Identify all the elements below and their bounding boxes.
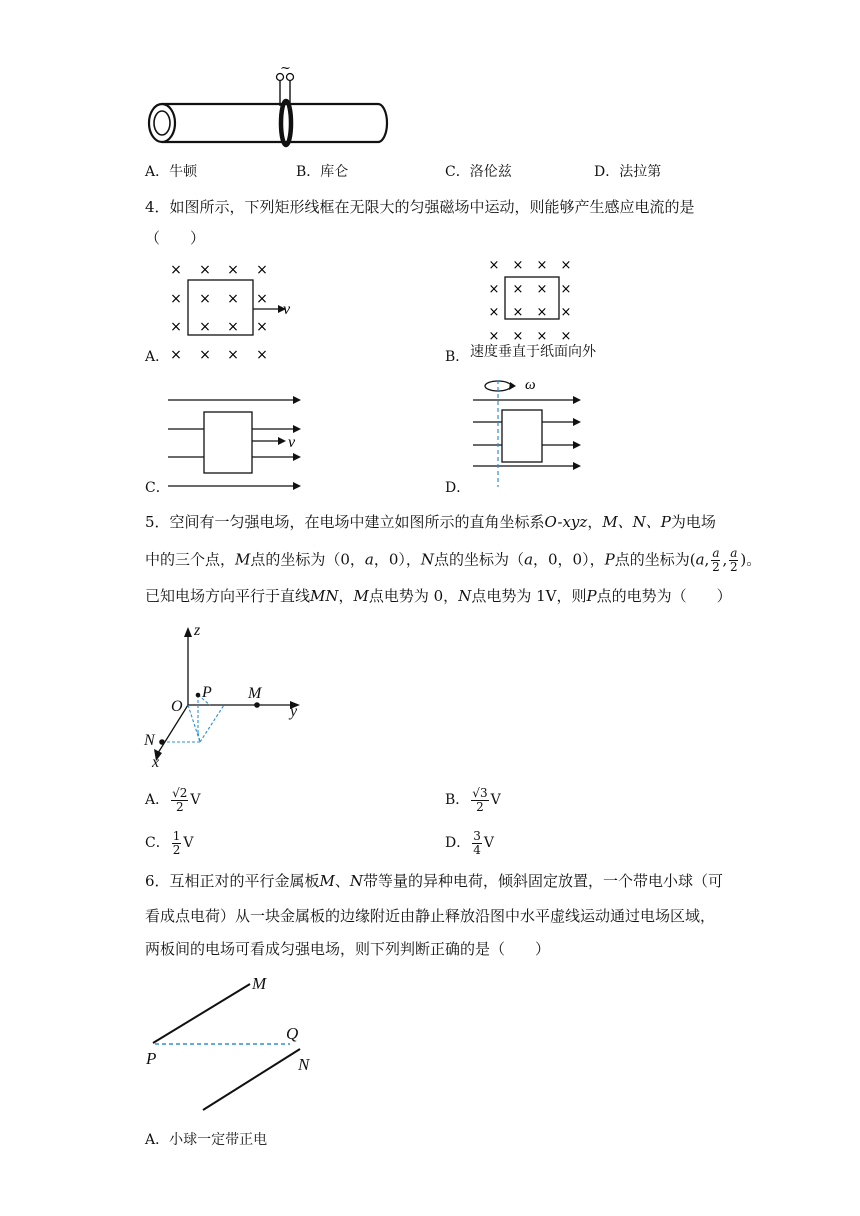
q5-line3: 已知电场方向平行于直线MN，M点电势为 0，N点电势为 1V，则P点的电势为（ ） [145, 587, 732, 605]
option-letter: C． [445, 164, 470, 180]
q6-line2: 看成点电荷）从一块金属板的边缘附近由静止释放沿图中水平虚线运动通过电场区域， [145, 907, 716, 925]
field-cross: × [560, 282, 572, 297]
field-cross: × [199, 319, 211, 335]
field-cross: × [488, 305, 500, 320]
option-text: 法拉第 [619, 164, 662, 180]
svg-text:M: M [248, 685, 262, 702]
svg-text:M: M [252, 974, 267, 993]
q6-option-a[interactable]: A．小球一定带正电 [145, 1132, 268, 1148]
q5-coordinate-figure [140, 615, 320, 770]
field-cross: × [512, 258, 524, 273]
omega-label: ω [525, 377, 536, 393]
svg-text:P: P [146, 1049, 157, 1068]
q3-option-c[interactable] [445, 163, 512, 181]
field-cross: × [227, 319, 239, 335]
q3-option-d[interactable] [594, 163, 661, 181]
q6-line1: 6．互相正对的平行金属板M、N带等量的异种电荷，倾斜固定放置，一个带电小球（可 [145, 872, 724, 890]
field-cross: × [512, 282, 524, 297]
field-cross: × [256, 262, 268, 278]
q6-line3: 两板间的电场可看成匀强电场，则下列判断正确的是（ ） [145, 940, 551, 958]
field-cross: × [512, 305, 524, 320]
svg-text:z: z [194, 622, 201, 639]
option-letter: D． [594, 164, 620, 180]
q4-figure-b [485, 255, 585, 350]
field-cross: × [227, 291, 239, 307]
q4-figure-a [165, 258, 305, 363]
field-cross: × [560, 329, 572, 344]
field-cross: × [170, 347, 182, 363]
q6-plates-figure [140, 970, 340, 1120]
q4-option-a[interactable]: A． [145, 349, 170, 365]
field-cross: × [199, 347, 211, 363]
q3-pipe-figure [140, 62, 400, 158]
field-cross: × [560, 258, 572, 273]
q4-stem: 4．如图所示，下列矩形线框在无限大的匀强磁场中运动，则能够产生感应电流的是 [145, 198, 695, 216]
q3-option-a[interactable] [145, 163, 197, 181]
svg-text:N: N [298, 1055, 310, 1074]
option-letter: A． [145, 164, 170, 180]
field-cross: × [256, 347, 268, 363]
q5-line1: 5．空间有一匀强电场，在电场中建立如图所示的直角坐标系O-xyz，M、N、P为电场 [145, 513, 716, 531]
field-cross: × [560, 305, 572, 320]
field-cross: × [536, 329, 548, 344]
field-cross: × [227, 347, 239, 363]
svg-text:y: y [290, 703, 298, 720]
option-letter: B． [296, 164, 321, 180]
field-cross: × [488, 329, 500, 344]
field-cross: × [170, 291, 182, 307]
field-cross: × [170, 319, 182, 335]
svg-text:Q: Q [286, 1024, 299, 1043]
field-cross: × [199, 262, 211, 278]
field-cross: × [536, 282, 548, 297]
svg-text:N: N [144, 732, 155, 749]
field-cross: × [488, 258, 500, 273]
q5-option-c[interactable]: C． $\frac{1}{2}$ V [145, 828, 194, 857]
velocity-label: v [288, 434, 296, 451]
q4-figure-c [168, 393, 308, 493]
field-cross: × [536, 258, 548, 273]
q3-option-b[interactable] [296, 163, 348, 181]
q4-option-d[interactable]: D． [445, 480, 471, 496]
field-cross: × [199, 291, 211, 307]
svg-text:P: P [202, 684, 212, 701]
q4-figure-d [470, 372, 600, 492]
velocity-label: v [283, 301, 291, 318]
q4-option-c[interactable]: C． [145, 480, 170, 496]
option-text: 洛伦兹 [469, 164, 512, 180]
option-text: 牛顿 [169, 164, 198, 180]
q4-option-b[interactable]: B． [445, 349, 470, 365]
field-cross: × [256, 319, 268, 335]
q5-option-b[interactable]: B． $\frac{√3}{2}$ V [445, 785, 501, 814]
q4-optB-note: 速度垂直于纸面向外 [470, 344, 596, 360]
field-cross: × [170, 262, 182, 278]
q5-option-d[interactable]: D． $\frac{3}{4}$ V [445, 828, 494, 857]
field-cross: × [536, 305, 548, 320]
option-text: 库仑 [320, 164, 349, 180]
svg-text:x: x [152, 754, 160, 771]
svg-text:O: O [171, 698, 183, 715]
field-cross: × [488, 282, 500, 297]
field-cross: × [512, 329, 524, 344]
q5-option-a[interactable]: A． $\frac{√2}{2}$ V [145, 785, 201, 814]
q5-line2: 中的三个点，M点的坐标为（0，a，0），N点的坐标为（a，0，0），P点的坐标为(a, $\frac{a}{2}$ , $\frac{a}{2}$ )。 [145, 546, 762, 574]
ac-symbol: ~ [280, 61, 291, 76]
field-cross: × [256, 291, 268, 307]
q4-bracket: （ ） [145, 229, 206, 247]
field-cross: × [227, 262, 239, 278]
